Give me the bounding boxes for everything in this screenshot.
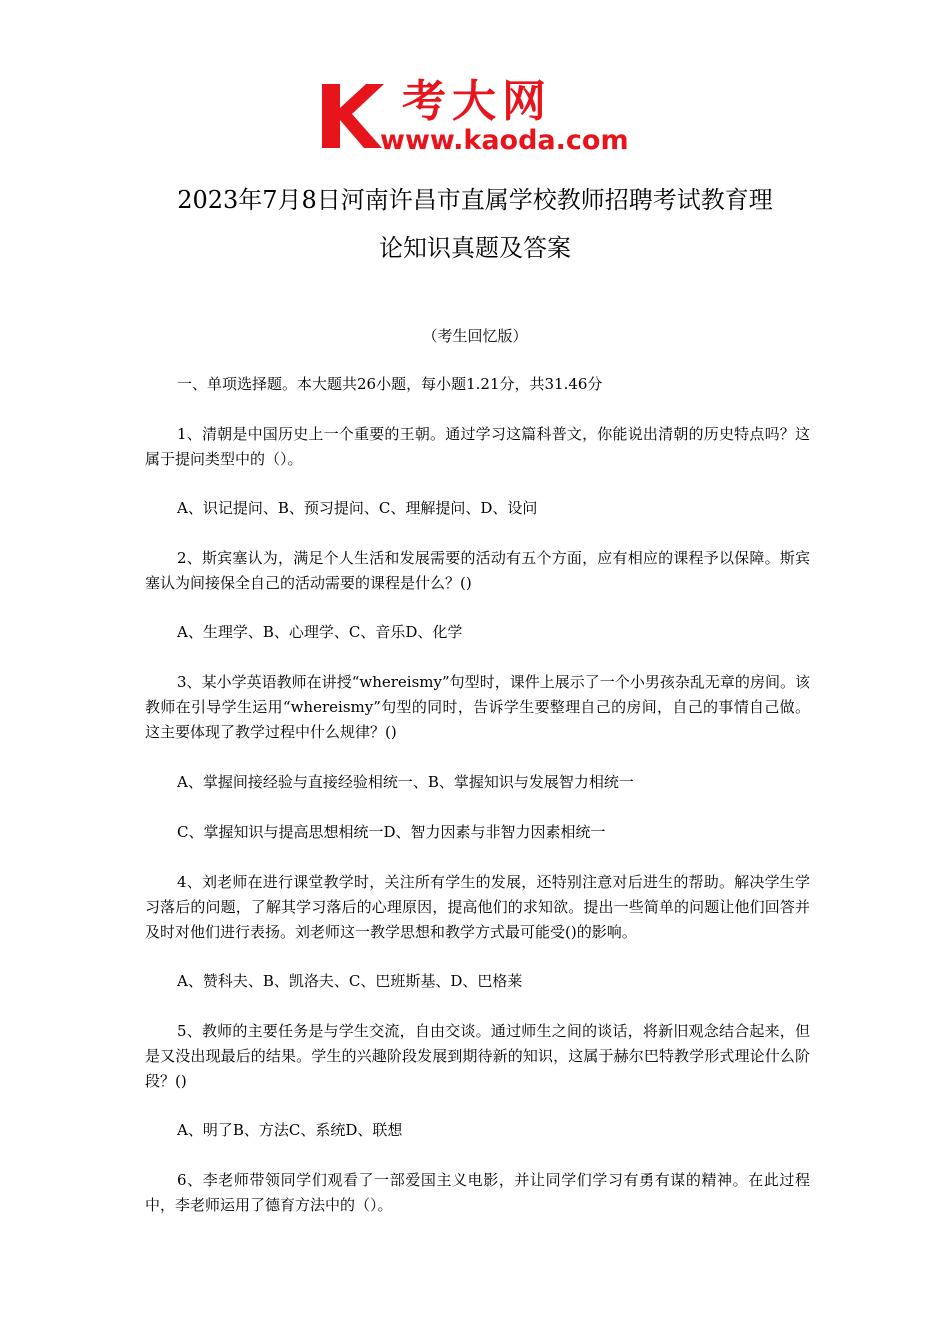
- question-5: 5、教师的主要任务是与学生交流，自由交谈。通过师生之间的谈话，将新旧观念结合起来，但是又没出现最后的结果。学生的兴趣阶段发展到期待新的知识，这属于赫尔巴特教学形式理论什么阶段？(): [145, 1022, 810, 1090]
- k-logo-icon: [318, 78, 388, 150]
- question-1-options: A、识记提问、B、预习提问、C、理解提问、D、设问: [177, 499, 538, 517]
- question-5-options: A、明了B、方法C、系统D、联想: [177, 1121, 403, 1139]
- question-6: 6、李老师带领同学们观看了一部爱国主义电影，并让同学们学习有勇有谋的精神。在此过程中，李老师运用了德育方法中的（）。: [145, 1171, 810, 1214]
- section-heading: 一、单项选择题。本大题共26小题，每小题1.21分，共31.46分: [177, 375, 603, 393]
- question-4-options: A、赞科夫、B、凯洛夫、C、巴班斯基、D、巴格莱: [177, 972, 523, 990]
- logo-title: 考大网: [402, 76, 552, 127]
- document-title-line2: 论知识真题及答案: [379, 234, 571, 262]
- question-3-options-cd: C、掌握知识与提高思想相统一D、智力因素与非智力因素相统一: [177, 823, 606, 841]
- question-1: 1、清朝是中国历史上一个重要的王朝。通过学习这篇科普文，你能说出清朝的历史特点吗？这属于提问类型中的（）。: [145, 425, 810, 468]
- question-4: 4、刘老师在进行课堂教学时，关注所有学生的发展，还特别注意对后进生的帮助。解决学生学习落后的问题，了解其学习落后的心理原因，提高他们的求知欲。提出一些简单的问题让他们回答并及时对他们进行表扬。刘老师这一教学思想和教学方式最可能受()的影响。: [145, 873, 810, 941]
- document-title-line1: 2023年7月8日河南许昌市直属学校教师招聘考试教育理: [177, 186, 773, 214]
- question-3: 3、某小学英语教师在讲授“whereismy”句型时，课件上展示了一个小男孩杂乱无章的房间。该教师在引导学生运用“whereismy”句型的同时，告诉学生要整理自己的房间，自己的事情自己做。这主要体现了教学过程中什么规律？(): [145, 673, 810, 741]
- logo-url: www.kaoda.com: [380, 125, 629, 156]
- question-3-options-ab: A、掌握间接经验与直接经验相统一、B、掌握知识与发展智力相统一: [177, 773, 634, 791]
- document-subtitle: （考生回忆版）: [422, 327, 528, 345]
- kaoda-logo: [318, 78, 648, 158]
- question-2: 2、斯宾塞认为，满足个人生活和发展需要的活动有五个方面，应有相应的课程予以保障。斯宾塞认为间接保全自己的活动需要的课程是什么？(): [145, 549, 810, 592]
- question-2-options: A、生理学、B、心理学、C、音乐D、化学: [177, 623, 463, 641]
